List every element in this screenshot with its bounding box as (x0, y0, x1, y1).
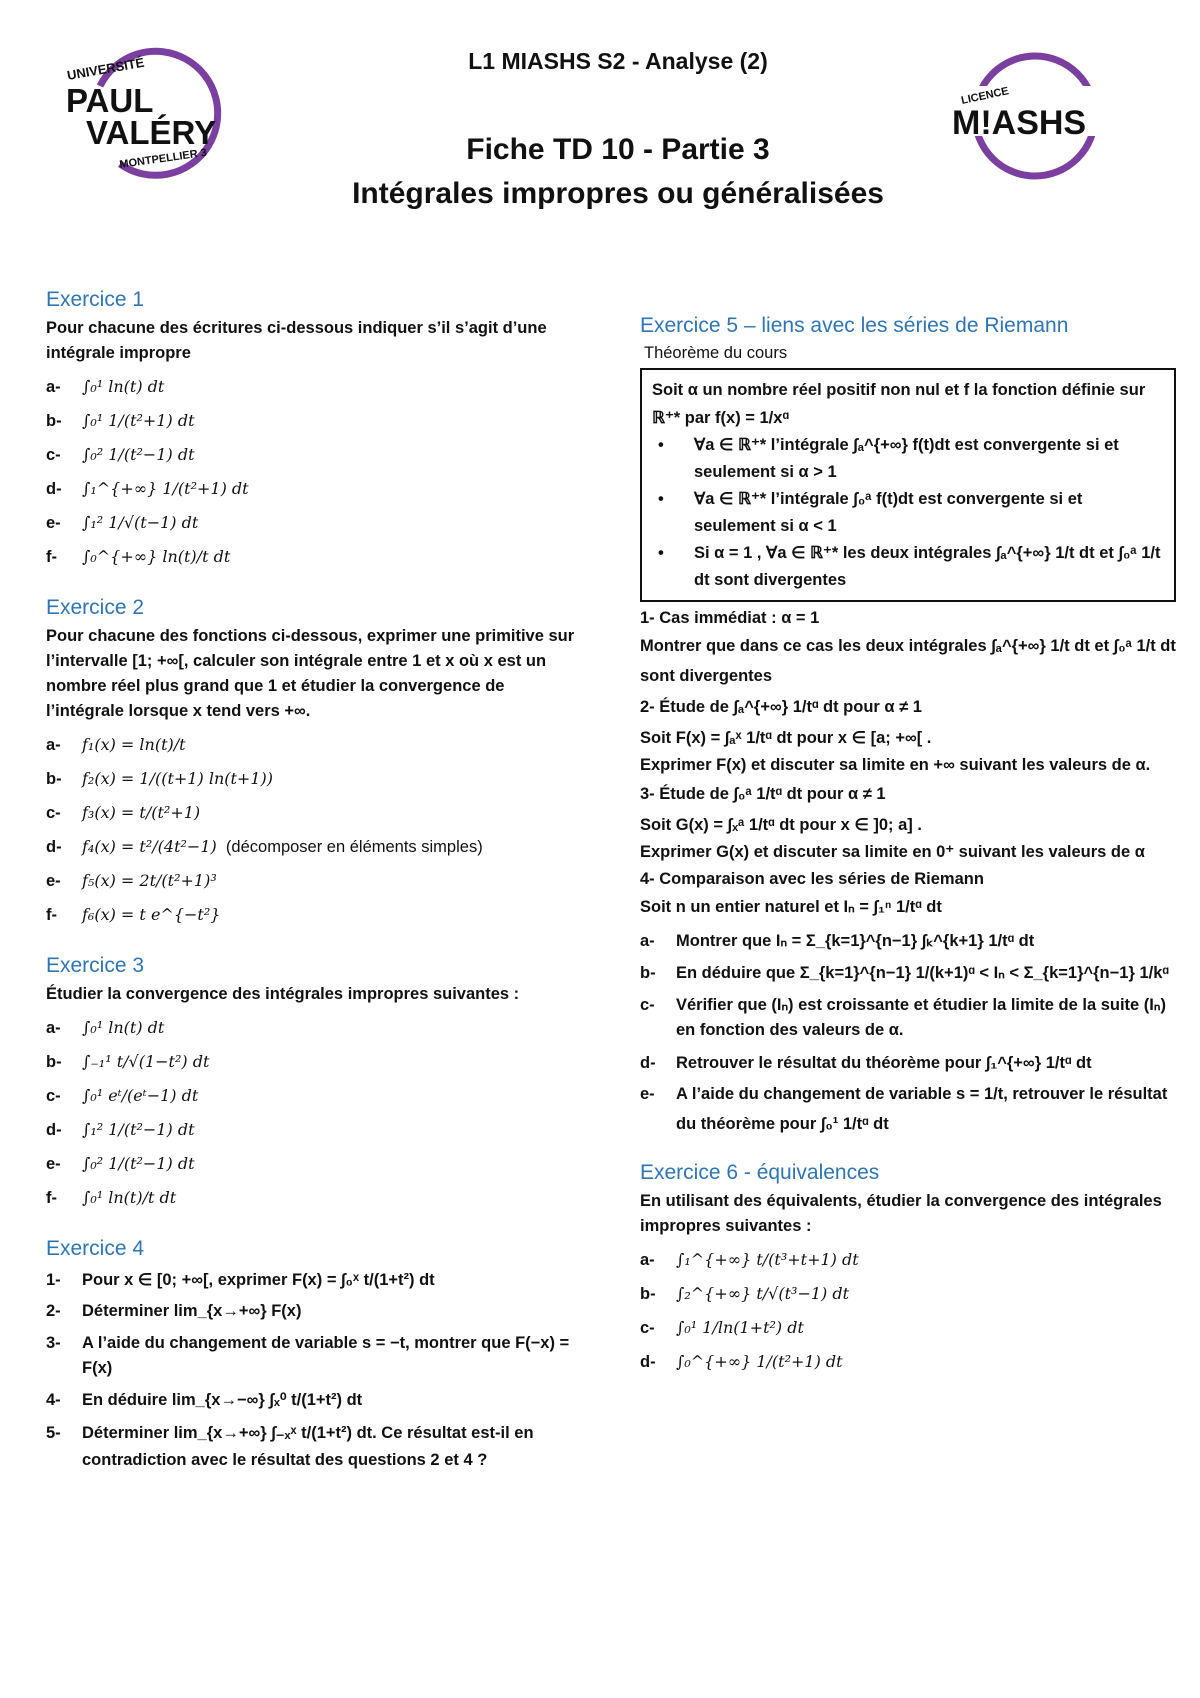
ex5-q3-head: 3- Étude de ∫₀ᵃ 1/tᵅ dt pour α ≠ 1 (640, 785, 886, 803)
exercise-3-intro: Étudier la convergence des intégrales impropres suivantes : (46, 985, 520, 1003)
exercise-3-item-a (46, 1011, 586, 1045)
exercise-4-item-3 (46, 1331, 586, 1381)
exercise-3-item-b (46, 1045, 586, 1079)
exercise-4-item-1 (46, 1265, 586, 1296)
item-expr: ∫₀² 1/(t²−1) dt (82, 1154, 195, 1173)
exercise-2-item-f (46, 898, 586, 932)
item-expr: ∫₀^{+∞} ln(t)/t dt (82, 547, 231, 566)
ex5-q4-item-b (640, 957, 1176, 989)
sheet-title (268, 128, 968, 216)
exercise-3-title: Exercice 3 (46, 954, 145, 977)
item-expr: ∫₂^{+∞} t/√(t³−1) dt (676, 1284, 850, 1303)
exercise-4-item-5 (46, 1420, 586, 1474)
item-label: 1- (46, 1271, 61, 1289)
item-label: e- (640, 1085, 655, 1103)
exercise-4 (46, 1237, 586, 1474)
ex5-q4-item-c (640, 993, 1176, 1043)
item-text: En déduire lim_{x→−∞} ∫ₓ⁰ t/(1+t²) dt (82, 1391, 363, 1409)
item-expr: ∫₀¹ 1/ln(1+t²) dt (676, 1318, 804, 1337)
item-label: 4- (46, 1391, 61, 1409)
ex5-q4-items (640, 925, 1176, 1139)
item-label: d- (46, 1121, 62, 1139)
item-text: Retrouver le résultat du théorème pour ∫₁^{+∞} 1/tᵅ dt (676, 1054, 1092, 1072)
item-expr: f₂(x) = 1/((t+1) ln(t+1)) (82, 769, 273, 788)
item-label: a- (46, 736, 61, 754)
exercise-1-title: Exercice 1 (46, 288, 145, 311)
item-expr: ∫₋₁¹ t/√(1−t²) dt (82, 1052, 210, 1071)
exercise-2-title: Exercice 2 (46, 596, 145, 619)
ex5-q4-item-d (640, 1047, 1176, 1079)
item-expr: f₃(x) = t/(t²+1) (82, 803, 201, 822)
item-label: b- (640, 1285, 656, 1303)
exercise-4-item-4 (46, 1385, 586, 1416)
ex5-q2-head: 2- Étude de ∫ₐ^{+∞} 1/tᵅ dt pour α ≠ 1 (640, 698, 922, 716)
item-text: A l’aide du changement de variable s = −t, montrer que F(−x) = F(x) (82, 1334, 570, 1377)
exercise-6-item-d (640, 1345, 1176, 1379)
item-label: 3- (46, 1334, 61, 1352)
item-expr: ∫₀^{+∞} 1/(t²+1) dt (676, 1352, 843, 1371)
item-expr: f₅(x) = 2t/(t²+1)³ (82, 871, 217, 890)
item-label: b- (46, 1053, 62, 1071)
item-expr: ∫₀¹ ln(t) dt (82, 377, 165, 396)
bullet-text: Si α = 1 , ∀a ∈ ℝ⁺* les deux intégrales ∫ₐ^{+∞} 1/t dt et ∫₀ᵃ 1/t dt sont divergentes (694, 544, 1161, 589)
item-text: Vérifier que (Iₙ) est croissante et étudier la limite de la suite (Iₙ) en fonction des valeurs de α. (676, 996, 1166, 1039)
exercise-2 (46, 596, 586, 932)
item-label: f- (46, 1189, 57, 1207)
item-text: Montrer que Iₙ = Σ_{k=1}^{n−1} ∫ₖ^{k+1} 1/tᵅ dt (676, 932, 1035, 950)
logo-right-line2: M!ASHS (952, 104, 1087, 142)
item-label: a- (46, 1019, 61, 1037)
item-note: (décomposer en éléments simples) (225, 838, 483, 856)
logo-left-line4: MONTPELLIER 3 (118, 146, 208, 171)
item-label: c- (640, 996, 655, 1014)
exercise-5 (640, 314, 1176, 1139)
exercise-3-items (46, 1011, 586, 1215)
exercise-2-items (46, 728, 586, 932)
exercise-2-item-e (46, 864, 586, 898)
sheet-subject: Intégrales impropres ou généralisées (352, 177, 884, 210)
theorem-bullet-1: • ∀a ∈ ℝ⁺* l’intégrale ∫ₐ^{+∞} f(t)dt est convergente si et seulement si α > 1 (652, 432, 1164, 486)
item-expr: f₄(x) = t²/(4t²−1) (82, 837, 217, 856)
item-expr: ∫₀² 1/(t²−1) dt (82, 445, 195, 464)
exercise-6-items (640, 1243, 1176, 1379)
theorem-intro: Soit α un nombre réel positif non nul et f la fonction définie sur ℝ⁺* par f(x) = 1/xᵅ (652, 381, 1146, 427)
exercise-3-item-c (46, 1079, 586, 1113)
course-title: L1 MIASHS S2 - Analyse (2) (468, 48, 768, 74)
exercise-4-item-2 (46, 1296, 586, 1327)
exercise-1-item-a (46, 370, 586, 404)
paul-valery-logo (60, 46, 260, 186)
exercise-3-item-e (46, 1147, 586, 1181)
item-text: Déterminer lim_{x→+∞} F(x) (82, 1302, 302, 1320)
ex5-q4-head: 4- Comparaison avec les séries de Riemann (640, 870, 984, 888)
item-expr: ∫₁² 1/(t²−1) dt (82, 1120, 195, 1139)
theorem-label: Théorème du cours (644, 344, 788, 362)
logo-left-line2: PAUL (66, 82, 154, 119)
ex5-q1-body: Montrer que dans ce cas les deux intégrales ∫ₐ^{+∞} 1/t dt et ∫₀ᵃ 1/t dt sont divergentes (640, 637, 1176, 685)
exercise-4-title: Exercice 4 (46, 1237, 145, 1260)
item-expr: ∫₀¹ 1/(t²+1) dt (82, 411, 195, 430)
item-label: c- (640, 1319, 655, 1337)
item-label: 5- (46, 1424, 61, 1442)
ex5-q4-item-e (640, 1079, 1176, 1139)
ex5-q2-body2: Exprimer F(x) et discuter sa limite en +∞ suivant les valeurs de α. (640, 756, 1151, 774)
exercise-1-items (46, 370, 586, 574)
exercise-6-title: Exercice 6 - équivalences (640, 1161, 880, 1184)
exercise-1-item-d (46, 472, 586, 506)
item-label: e- (46, 514, 61, 532)
item-expr: ∫₀¹ ln(t)/t dt (82, 1188, 177, 1207)
theorem-box (640, 368, 1176, 602)
item-label: a- (640, 1251, 655, 1269)
ex5-q3-body1: Soit G(x) = ∫ₓᵃ 1/tᵅ dt pour x ∈ ]0; a] . (640, 816, 922, 834)
exercise-2-item-d (46, 830, 586, 864)
item-label: a- (46, 378, 61, 396)
exercise-3-item-f (46, 1181, 586, 1215)
exercise-6-item-c (640, 1311, 1176, 1345)
ex5-q1-head: 1- Cas immédiat : α = 1 (640, 609, 820, 627)
exercise-6-intro: En utilisant des équivalents, étudier la convergence des intégrales impropres suivantes : (640, 1192, 1162, 1235)
logo-left-line1: UNIVERSITÉ (65, 54, 146, 83)
exercise-1-item-b (46, 404, 586, 438)
bullet-text: ∀a ∈ ℝ⁺* l’intégrale ∫ₐ^{+∞} f(t)dt est convergente si et seulement si α > 1 (694, 436, 1119, 481)
item-expr: f₆(x) = t e^{−t²} (82, 905, 221, 924)
left-column (46, 288, 586, 1474)
theorem-bullet-2: • ∀a ∈ ℝ⁺* l’intégrale ∫₀ᵃ f(t)dt est convergente si et seulement si α < 1 (652, 486, 1164, 540)
item-expr: ∫₀¹ eᵗ/(eᵗ−1) dt (82, 1086, 199, 1105)
exercise-1-item-c (46, 438, 586, 472)
logo-right-line1: LICENCE (960, 85, 1010, 107)
ex5-q2-body1: Soit F(x) = ∫ₐˣ 1/tᵅ dt pour x ∈ [a; +∞[ . (640, 729, 932, 747)
right-column (640, 314, 1176, 1379)
miashs-logo (940, 46, 1130, 186)
logo-left-line3: VALÉRY (86, 114, 217, 151)
item-expr: f₁(x) = ln(t)/t (82, 735, 186, 754)
item-label: d- (46, 838, 62, 856)
item-label: f- (46, 548, 57, 566)
item-label: c- (46, 1087, 61, 1105)
exercise-2-item-b (46, 762, 586, 796)
item-label: c- (46, 446, 61, 464)
exercise-5-title: Exercice 5 – liens avec les séries de Riemann (640, 314, 1069, 337)
exercise-1-item-f (46, 540, 586, 574)
item-label: f- (46, 906, 57, 924)
item-label: a- (640, 932, 655, 950)
exercise-3-item-d (46, 1113, 586, 1147)
item-text: A l’aide du changement de variable s = 1/t, retrouver le résultat du théorème pour ∫₀¹ 1/tᵅ dt (676, 1085, 1168, 1133)
ex5-q4-item-a (640, 925, 1176, 957)
exercise-2-item-c (46, 796, 586, 830)
item-label: e- (46, 1155, 61, 1173)
bullet-text: ∀a ∈ ℝ⁺* l’intégrale ∫₀ᵃ f(t)dt est convergente si et seulement si α < 1 (694, 490, 1083, 535)
item-text: Pour x ∈ [0; +∞[, exprimer F(x) = ∫₀ˣ t/(1+t²) dt (82, 1271, 435, 1289)
item-label: b- (46, 412, 62, 430)
item-expr: ∫₁^{+∞} 1/(t²+1) dt (82, 479, 249, 498)
exercise-2-item-a (46, 728, 586, 762)
exercise-1 (46, 288, 586, 574)
item-label: e- (46, 872, 61, 890)
item-label: c- (46, 804, 61, 822)
item-expr: ∫₀¹ ln(t) dt (82, 1018, 165, 1037)
ex5-q3-body2: Exprimer G(x) et discuter sa limite en 0⁺ suivant les valeurs de α (640, 843, 1145, 861)
item-text: En déduire que Σ_{k=1}^{n−1} 1/(k+1)ᵅ < Iₙ < Σ_{k=1}^{n−1} 1/kᵅ (676, 964, 1169, 982)
exercise-6-item-a (640, 1243, 1176, 1277)
exercise-1-item-e (46, 506, 586, 540)
item-label: 2- (46, 1302, 61, 1320)
item-expr: ∫₁² 1/√(t−1) dt (82, 513, 199, 532)
exercise-1-intro: Pour chacune des écritures ci-dessous indiquer s’il s’agit d’une intégrale impropre (46, 319, 547, 362)
ex5-q4-body: Soit n un entier naturel et Iₙ = ∫₁ⁿ 1/tᵅ dt (640, 898, 942, 916)
item-label: b- (640, 964, 656, 982)
exercise-6 (640, 1161, 1176, 1379)
item-text: Déterminer lim_{x→+∞} ∫₋ₓˣ t/(1+t²) dt. Ce résultat est-il en contradiction avec le résultat des questions 2 et 4 ? (82, 1424, 534, 1469)
exercise-2-intro: Pour chacune des fonctions ci-dessous, exprimer une primitive sur l’intervalle [1; +∞[, calculer son intégrale entre 1 et x où x est un nombre réel plus grand que 1 et étudier la convergence de l’intégrale lorsque x tend vers +∞. (46, 627, 575, 720)
item-label: d- (640, 1054, 656, 1072)
item-expr: ∫₁^{+∞} t/(t³+t+1) dt (676, 1250, 859, 1269)
item-label: d- (46, 480, 62, 498)
item-label: d- (640, 1353, 656, 1371)
theorem-bullet-3: • Si α = 1 , ∀a ∈ ℝ⁺* les deux intégrales ∫ₐ^{+∞} 1/t dt et ∫₀ᵃ 1/t dt sont divergentes (652, 540, 1164, 594)
exercise-3 (46, 954, 586, 1215)
exercise-6-item-b (640, 1277, 1176, 1311)
sheet-number: Fiche TD 10 - Partie 3 (466, 133, 770, 166)
exercise-4-items (46, 1265, 586, 1474)
item-label: b- (46, 770, 62, 788)
